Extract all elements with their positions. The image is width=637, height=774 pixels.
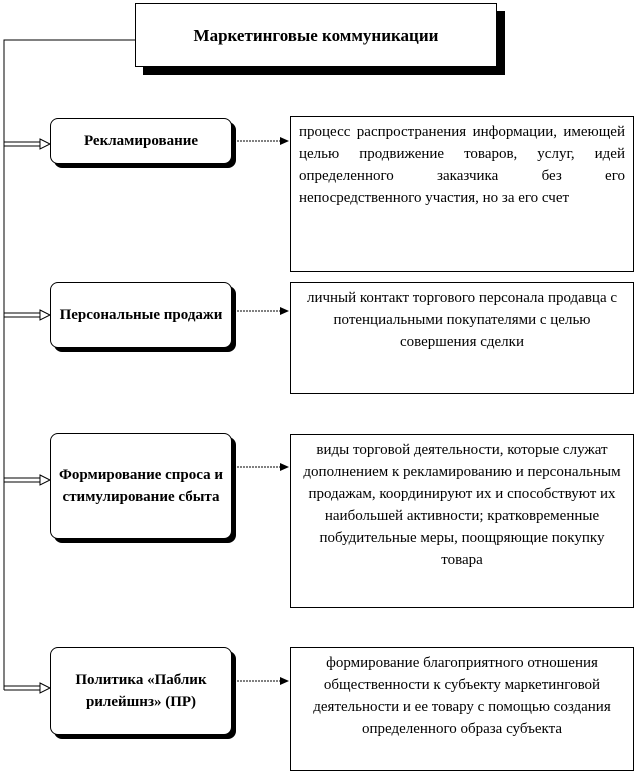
arrow-to-desc-1 xyxy=(237,137,289,145)
arrow-to-desc-4 xyxy=(237,677,289,685)
item-2-description: личный контакт торгового персонала продавца с потенциальными покупателями с целью совершения сделки xyxy=(290,282,634,394)
item-3-label: Формирование спроса и стимулирование сбыта xyxy=(50,433,232,539)
item-4-description: формирование благоприятного отношения общественности к субъекту маркетинговой деятельности и ее товару с помощью создания определенного образа субъекта xyxy=(290,647,634,771)
item-2-label: Персональные продажи xyxy=(50,282,232,348)
item-3-description: виды торговой деятельности, которые служат дополнением к рекламированию и персональным продажам, координируют их и способствуют их наибольшей активности; кратковременные побудительные меры, поощряющие покупку товара xyxy=(290,434,634,608)
diagram-title: Маркетинговые коммуникации xyxy=(135,3,497,67)
item-1-label: Рекламирование xyxy=(50,118,232,164)
arrow-to-desc-3 xyxy=(237,463,289,471)
arrow-to-item-4 xyxy=(4,683,50,693)
item-4-label: Политика «Паблик рилейшнз» (ПР) xyxy=(50,647,232,735)
arrow-to-desc-2 xyxy=(237,307,289,315)
arrow-to-item-1 xyxy=(4,139,50,149)
arrow-to-item-2 xyxy=(4,310,50,320)
arrow-to-item-3 xyxy=(4,475,50,485)
item-1-description: процесс распространения информации, имеющей целью продвижение товаров, услуг, идей определенного заказчика без его непосредственного участия, но за его счет xyxy=(290,116,634,272)
